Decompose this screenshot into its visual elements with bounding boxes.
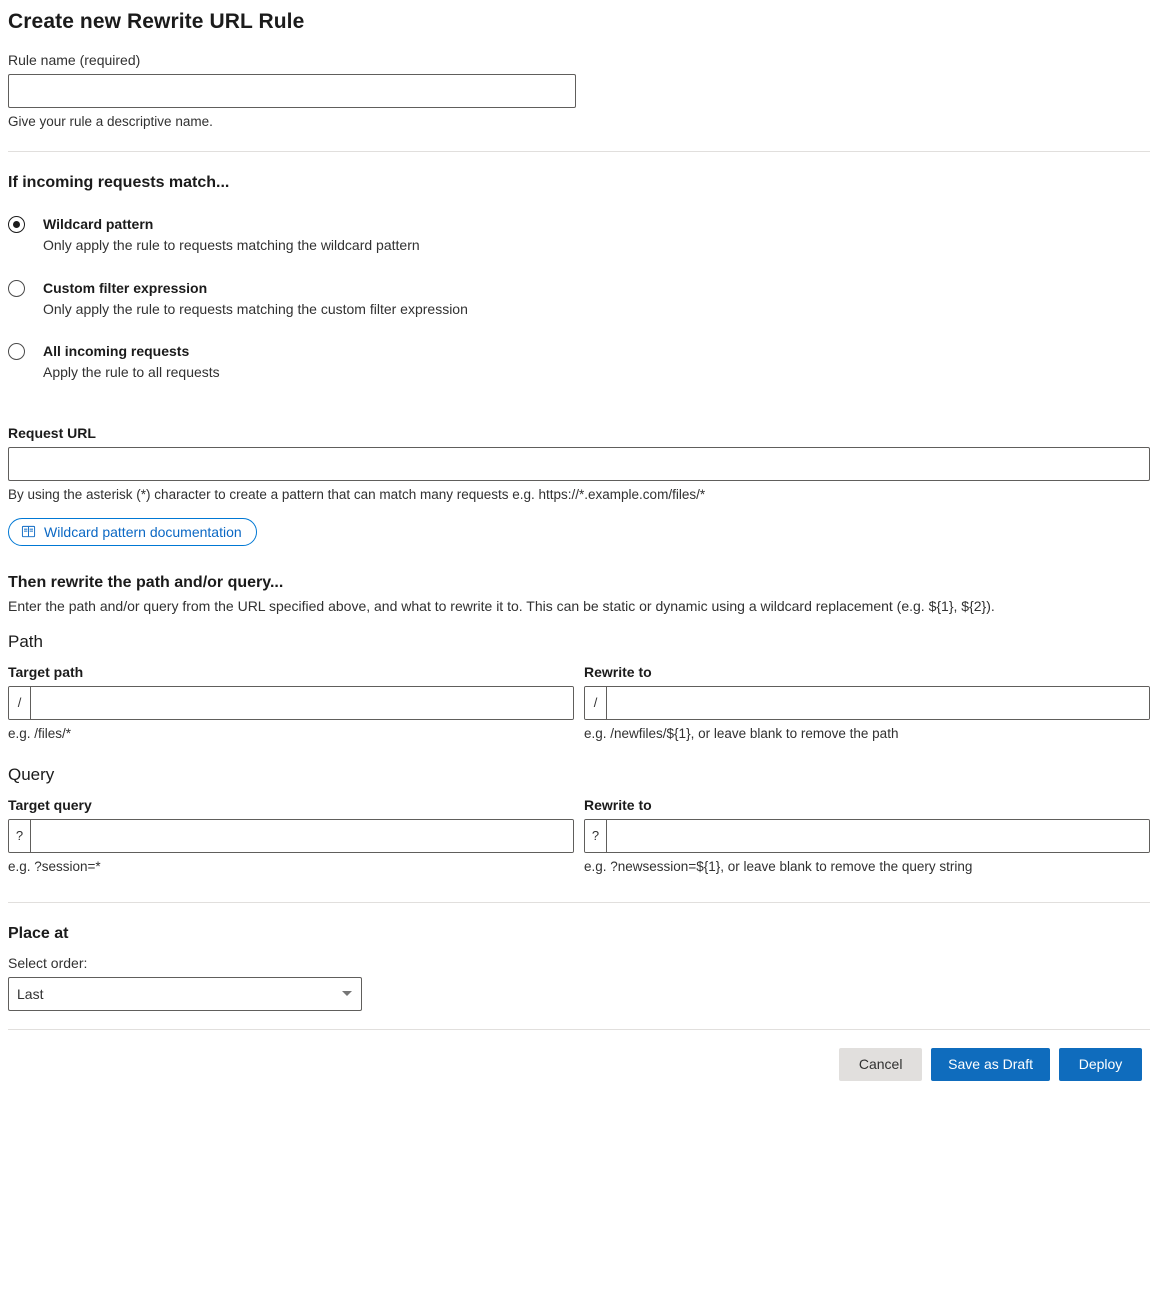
rule-name-help: Give your rule a descriptive name. [8, 114, 213, 129]
radio-option-custom-filter-expression[interactable] [8, 278, 1150, 320]
rule-name-label: Rule name (required) [8, 52, 141, 68]
cancel-button[interactable]: Cancel [839, 1048, 922, 1081]
query-rewrite-to-field-group [584, 797, 1150, 874]
target-query-label: Target query [8, 796, 92, 813]
target-query-input[interactable] [31, 820, 573, 852]
select-order-wrapper[interactable] [8, 977, 362, 1011]
divider-place-at [8, 902, 1150, 903]
target-path-field-group [8, 664, 574, 741]
radio-option-all-incoming-requests[interactable] [8, 341, 1150, 383]
path-rewrite-to-prefix: / [585, 687, 607, 719]
wildcard-pattern-documentation-label: Wildcard pattern documentation [44, 523, 242, 540]
query-group-fields [8, 797, 1150, 874]
query-rewrite-to-prefix: ? [585, 820, 607, 852]
target-path-input[interactable] [31, 687, 573, 719]
radio-option-wildcard-pattern[interactable] [8, 214, 1150, 256]
request-url-help: By using the asterisk (*) character to create a pattern that can match many requests e.g. https://*.example.com/files/* [8, 486, 706, 502]
place-at-title: Place at [8, 924, 69, 942]
target-path-label: Target path [8, 663, 84, 680]
target-path-input-wrapper[interactable] [8, 686, 574, 720]
request-url-label: Request URL [8, 424, 96, 441]
select-order-label: Select order: [8, 954, 88, 971]
rule-name-input[interactable] [8, 74, 576, 108]
rule-name-field-group [8, 52, 1150, 129]
query-rewrite-to-input[interactable] [607, 820, 1149, 852]
radio-description-custom-filter-expression: Only apply the rule to requests matching the custom filter expression [43, 300, 468, 317]
request-url-input[interactable] [8, 447, 1150, 481]
form-footer [8, 1029, 1150, 1093]
target-query-input-wrapper[interactable] [8, 819, 574, 853]
path-group-title: Path [8, 631, 43, 651]
book-icon [21, 524, 36, 539]
radio-label-custom-filter-expression: Custom filter expression [43, 279, 208, 296]
target-path-hint: e.g. /files/* [8, 725, 72, 741]
target-query-hint: e.g. ?session=* [8, 858, 101, 874]
rewrite-section-intro: Enter the path and/or query from the URL specified above, and what to rewrite it to. This can be static or dynamic using a wildcard replacement (e.g. ${1}, ${2}). [8, 597, 995, 614]
radio-indicator-all-incoming-requests[interactable] [8, 343, 25, 360]
radio-description-all-incoming-requests: Apply the rule to all requests [43, 364, 220, 381]
path-group-fields [8, 664, 1150, 741]
radio-label-wildcard-pattern: Wildcard pattern [43, 216, 154, 232]
divider-top [8, 151, 1150, 152]
save-as-draft-button[interactable]: Save as Draft [931, 1048, 1050, 1081]
place-at-section [8, 925, 1150, 1011]
query-rewrite-to-input-wrapper[interactable] [584, 819, 1150, 853]
create-rewrite-url-rule-form [0, 10, 1158, 1093]
select-order-dropdown[interactable] [8, 977, 362, 1011]
query-group-title: Query [8, 764, 55, 784]
path-rewrite-to-label: Rewrite to [584, 663, 652, 680]
target-path-prefix: / [9, 687, 31, 719]
radio-indicator-wildcard-pattern[interactable] [8, 216, 25, 233]
page-title: Create new Rewrite URL Rule [8, 10, 305, 33]
path-rewrite-to-input-wrapper[interactable] [584, 686, 1150, 720]
query-rewrite-to-hint: e.g. ?newsession=${1}, or leave blank to remove the query string [584, 858, 973, 874]
target-query-prefix: ? [9, 820, 31, 852]
wildcard-pattern-documentation-link[interactable] [8, 518, 257, 546]
path-rewrite-to-hint: e.g. /newfiles/${1}, or leave blank to remove the path [584, 725, 899, 741]
radio-label-all-incoming-requests: All incoming requests [43, 343, 190, 360]
match-section-title: If incoming requests match... [8, 174, 230, 191]
radio-indicator-custom-filter-expression[interactable] [8, 280, 25, 297]
deploy-button[interactable]: Deploy [1059, 1048, 1142, 1081]
radio-description-wildcard-pattern: Only apply the rule to requests matching the wildcard pattern [43, 237, 420, 254]
spacer [8, 405, 1150, 425]
path-rewrite-to-field-group [584, 664, 1150, 741]
rewrite-section-title: Then rewrite the path and/or query... [8, 573, 284, 591]
query-rewrite-to-label: Rewrite to [584, 796, 652, 813]
request-url-field-group [8, 425, 1150, 546]
path-rewrite-to-input[interactable] [607, 687, 1149, 719]
target-query-field-group [8, 797, 574, 874]
